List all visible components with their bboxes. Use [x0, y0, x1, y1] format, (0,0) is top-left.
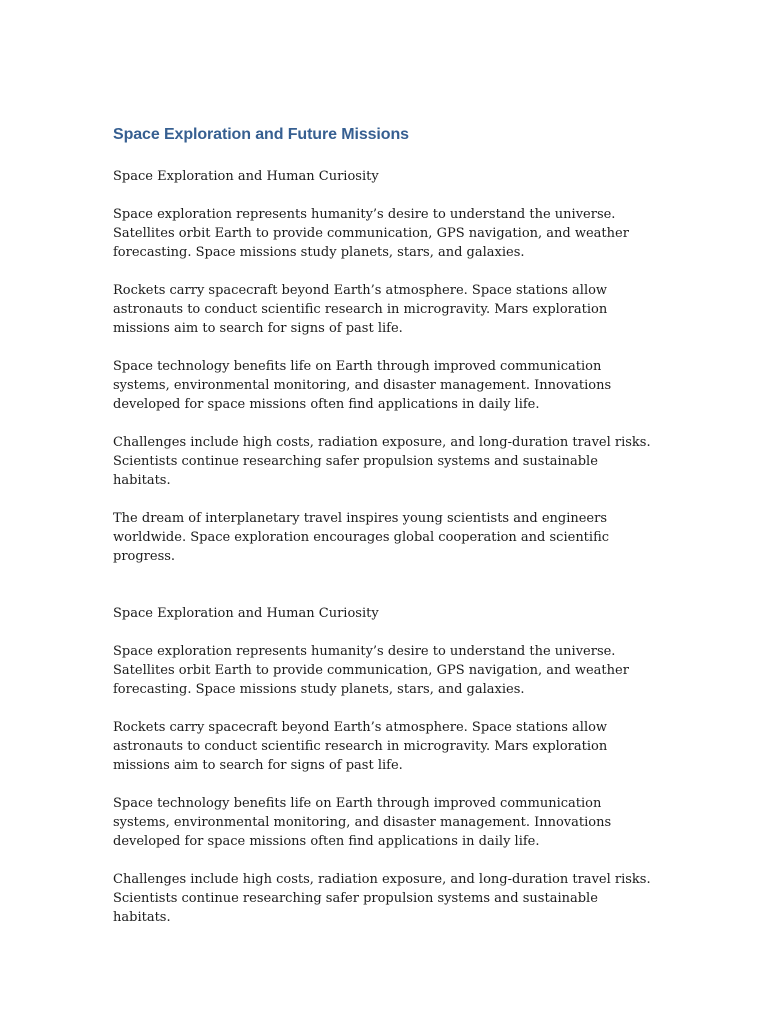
paragraph: Space technology benefits life on Earth through improved communication systems, environmental monitoring, and disaster management. Innovations developed for space missions often find applications in daily life. — [113, 796, 612, 849]
paragraph: Space exploration represents humanity’s desire to understand the universe. Satellites orbit Earth to provide communication, GPS navigation, and weather forecasting. Space missions study planets, stars, and galaxies. — [113, 644, 629, 697]
document-title: Space Exploration and Future Missions — [113, 126, 409, 143]
section-2 — [113, 604, 658, 927]
document-body — [113, 122, 658, 927]
paragraph: Rockets carry spacecraft beyond Earth’s atmosphere. Space stations allow astronauts to conduct scientific research in microgravity. Mars exploration missions aim to search for signs of past life. — [113, 283, 608, 336]
section-1 — [113, 167, 658, 566]
paragraph: The dream of interplanetary travel inspires young scientists and engineers worldwide. Space exploration encourages global cooperation and scientific progress. — [113, 511, 610, 564]
section-heading: Space Exploration and Human Curiosity — [113, 169, 379, 184]
paragraph: Challenges include high costs, radiation exposure, and long-duration travel risks. Scientists continue researching safer propulsion systems and sustainable habitats. — [113, 872, 651, 925]
paragraph: Space technology benefits life on Earth through improved communication systems, environmental monitoring, and disaster management. Innovations developed for space missions often find applications in daily life. — [113, 359, 612, 412]
section-heading: Space Exploration and Human Curiosity — [113, 606, 379, 621]
paragraph: Challenges include high costs, radiation exposure, and long-duration travel risks. Scientists continue researching safer propulsion systems and sustainable habitats. — [113, 435, 651, 488]
paragraph: Space exploration represents humanity’s desire to understand the universe. Satellites orbit Earth to provide communication, GPS navigation, and weather forecasting. Space missions study planets, stars, and galaxies. — [113, 207, 629, 260]
paragraph: Rockets carry spacecraft beyond Earth’s atmosphere. Space stations allow astronauts to conduct scientific research in microgravity. Mars exploration missions aim to search for signs of past life. — [113, 720, 608, 773]
